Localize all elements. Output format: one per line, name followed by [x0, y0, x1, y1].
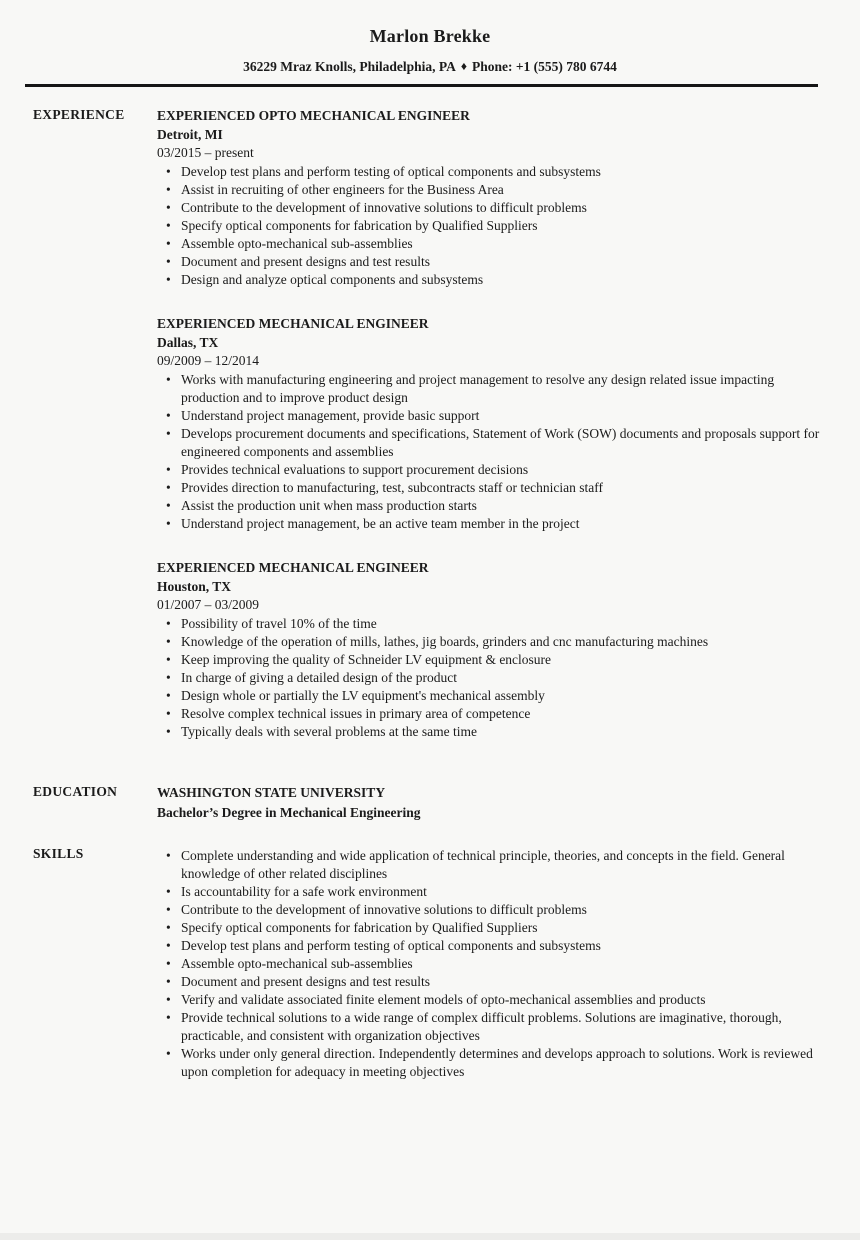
- resume-body: [0, 87, 860, 1081]
- list-item: • Design and analyze optical components and subsystems: [157, 271, 820, 289]
- list-item: • Specify optical components for fabrication by Qualified Suppliers: [157, 217, 820, 235]
- list-item: • Complete understanding and wide application of technical principle, theories, and concepts in the field. General knowledge of other related disciplines: [157, 847, 820, 883]
- list-item: • Develop test plans and perform testing of optical components and subsystems: [157, 163, 820, 181]
- skills-body: [157, 845, 820, 1081]
- list-item: • Design whole or partially the LV equipment's mechanical assembly: [157, 687, 820, 705]
- skills-section: [33, 845, 820, 1081]
- education-degree: Bachelor’s Degree in Mechanical Engineering: [157, 805, 421, 820]
- job-title: EXPERIENCED MECHANICAL ENGINEER: [157, 560, 429, 575]
- list-item: • Provide technical solutions to a wide range of complex difficult problems. Solutions are imaginative, thorough, practicable, and consistent with organization objectives: [157, 1009, 820, 1045]
- job-bullet-list: [157, 371, 820, 533]
- list-item: • Contribute to the development of innovative solutions to difficult problems: [157, 901, 820, 919]
- job-location: Dallas, TX: [157, 335, 219, 350]
- diamond-icon: ♦: [460, 59, 467, 73]
- section-label-skills: SKILLS: [33, 846, 84, 861]
- list-item: • Specify optical components for fabrication by Qualified Suppliers: [157, 919, 820, 937]
- list-item: • Is accountability for a safe work environment: [157, 883, 820, 901]
- list-item: • Understand project management, provide basic support: [157, 407, 820, 425]
- list-item: • Provides technical evaluations to support procurement decisions: [157, 461, 820, 479]
- job-title: EXPERIENCED MECHANICAL ENGINEER: [157, 316, 429, 331]
- page-bottom-strip: [0, 1233, 860, 1240]
- resume-header: [0, 0, 860, 75]
- experience-section: [33, 106, 820, 741]
- section-label-experience: EXPERIENCE: [33, 107, 125, 122]
- list-item: • Assemble opto-mechanical sub-assemblies: [157, 235, 820, 253]
- skills-bullet-list: [157, 847, 820, 1081]
- list-item: • Typically deals with several problems at the same time: [157, 723, 820, 741]
- contact-address: 36229 Mraz Knolls, Philadelphia, PA: [243, 59, 456, 74]
- job-dates: 01/2007 – 03/2009: [157, 597, 260, 612]
- list-item: • Document and present designs and test results: [157, 973, 820, 991]
- list-item: • Possibility of travel 10% of the time: [157, 615, 820, 633]
- job-dates: 09/2009 – 12/2014: [157, 353, 260, 368]
- list-item: • Verify and validate associated finite element models of opto-mechanical assemblies and products: [157, 991, 820, 1009]
- list-item: • Assist the production unit when mass production starts: [157, 497, 820, 515]
- experience-entries: [157, 106, 820, 741]
- list-item: • Keep improving the quality of Schneider LV equipment & enclosure: [157, 651, 820, 669]
- list-item: • Develop test plans and perform testing of optical components and subsystems: [157, 937, 820, 955]
- education-section: [33, 783, 820, 823]
- job-entry: [157, 106, 820, 289]
- list-item: • Assemble opto-mechanical sub-assemblies: [157, 955, 820, 973]
- candidate-name: Marlon Brekke: [369, 26, 491, 46]
- list-item: • Contribute to the development of innovative solutions to difficult problems: [157, 199, 820, 217]
- list-item: • Works under only general direction. Independently determines and develops approach to solutions. Work is reviewed upon completion for adequacy in meeting objectives: [157, 1045, 820, 1081]
- list-item: • Understand project management, be an active team member in the project: [157, 515, 820, 533]
- job-title: EXPERIENCED OPTO MECHANICAL ENGINEER: [157, 108, 470, 123]
- contact-line: [0, 59, 860, 75]
- contact-phone: Phone: +1 (555) 780 6744: [471, 59, 617, 74]
- list-item: • Document and present designs and test results: [157, 253, 820, 271]
- education-entry: [157, 783, 820, 823]
- section-label-education: EDUCATION: [33, 784, 118, 799]
- list-item: • Knowledge of the operation of mills, lathes, jig boards, grinders and cnc manufacturing machines: [157, 633, 820, 651]
- job-location: Detroit, MI: [157, 127, 223, 142]
- job-dates: 03/2015 – present: [157, 145, 254, 160]
- job-location: Houston, TX: [157, 579, 232, 594]
- job-entry: [157, 558, 820, 741]
- job-bullet-list: [157, 163, 820, 289]
- education-school: WASHINGTON STATE UNIVERSITY: [157, 785, 386, 800]
- list-item: • Resolve complex technical issues in primary area of competence: [157, 705, 820, 723]
- job-bullet-list: [157, 615, 820, 741]
- list-item: • Develops procurement documents and specifications, Statement of Work (SOW) documents and proposals support for engineered components and assemblies: [157, 425, 820, 461]
- list-item: • In charge of giving a detailed design of the product: [157, 669, 820, 687]
- list-item: • Works with manufacturing engineering and project management to resolve any design related issue impacting production and to improve product design: [157, 371, 820, 407]
- list-item: • Assist in recruiting of other engineers for the Business Area: [157, 181, 820, 199]
- list-item: • Provides direction to manufacturing, test, subcontracts staff or technician staff: [157, 479, 820, 497]
- job-entry: [157, 314, 820, 533]
